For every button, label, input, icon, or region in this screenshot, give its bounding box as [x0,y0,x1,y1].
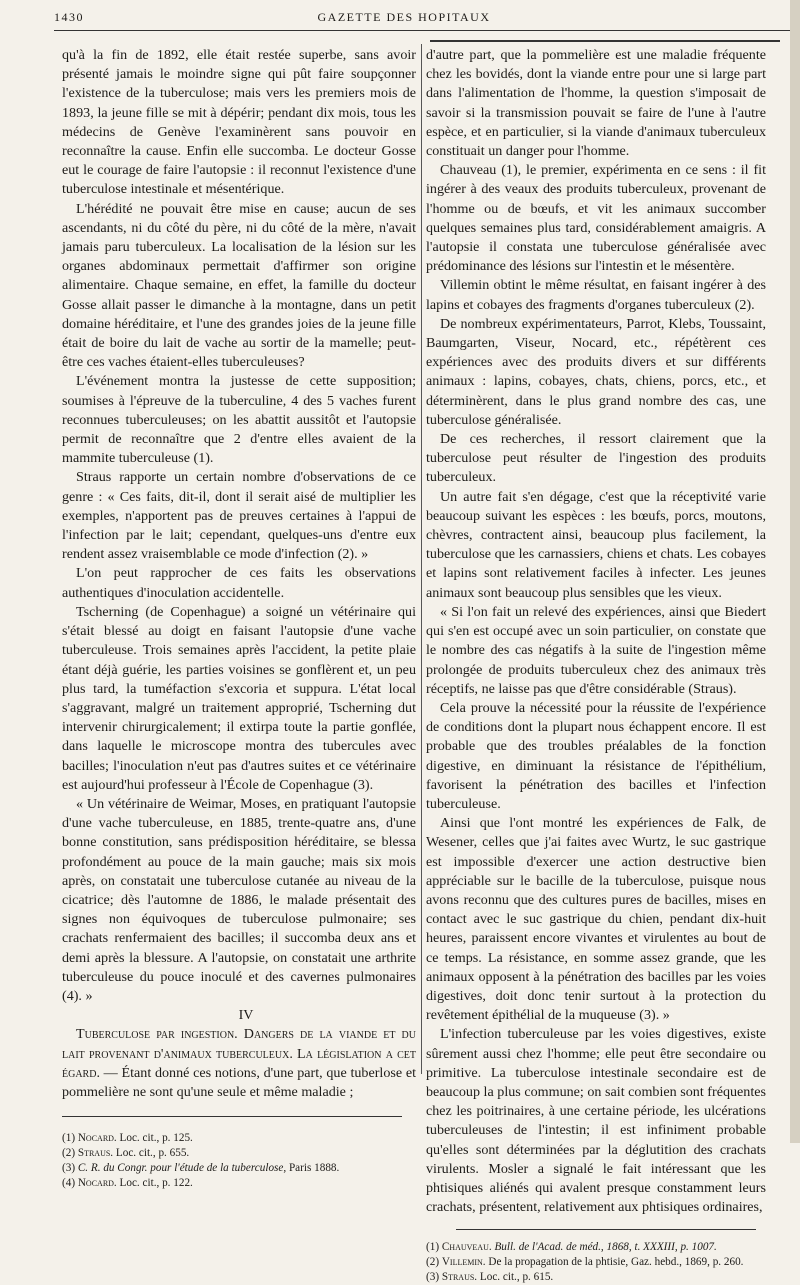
section-title: Tuberculose par ingestion. Dangers de la viande et du lait provenant d'animaux tuberculeux. La législation a cet égard. [62,1026,416,1081]
footnote: (3) C. R. du Congr. pour l'étude de la tuberculose, Paris 1888. [62,1162,340,1175]
page-number: 1430 [54,10,84,24]
paragraph: Un autre fait s'en dégage, c'est que la réceptivité varie beaucoup suivant les espèces : les bœufs, porcs, moutons, chèvres, contractent ainsi, beaucoup plus facilement, la tuberculose que les carnassiers, chiens et chats. Les cobayes et lapins sont relativement faciles à infecter. Les jeunes animaux sont beaucoup plus sensibles que les vieux. [426,488,766,601]
paragraph: qu'à la fin de 1892, elle était restée superbe, sans avoir présenté jamais le moindre signe qui pût faire soupçonner l'existence de la tuberculose; mais vers les premiers mois de 1893, la jeune fille se mit à dépérir; pendant dix mois, tous les médecins de Genève l'examinèrent sans pouvoir en reconnaître la cause. Enfin elle succomba. Le docteur Gosse eut le courage de faire l'autopsie : il reconnut l'existence d'une tuberculose intestinale et mésentérique. [62,47,416,198]
paragraph: L'on peut rapprocher de ces faits les observations authentiques d'inoculation accidentelle. [62,565,416,601]
footnote: (2) Villemin. De la propagation de la phtisie, Gaz. hebd., 1869, p. 260. [426,1256,744,1269]
footnotes [426,1240,766,1285]
paragraph: L'infection tuberculeuse par les voies digestives, existe sûrement aussi chez l'homme; elle peut être secondaire ou primitive. La tuberculose intestinale secondaire est de beaucoup la plus commune; on sait combien sont fréquentes chez les poitrinaires, à une certaine période, les ulcérations tuberculeuses de l'intestin; il est infiniment probable qu'elles sont déterminées par la déglutition des crachats virulents. Mosler a signalé le fait intéressant que les phtisiques aliénés qui avalent presque constamment leurs crachats, présentent, relativement aux phtisiques ordinaires, [426,1026,766,1216]
header-rule [54,30,794,31]
paragraph: L'hérédité ne pouvait être mise en cause; aucun de ses ascendants, ni du côté du père, ni du côté de la mère, n'avait jamais paru tuberculeux. La localisation de la lésion sur les organes abdominaux permettait d'affirmer son origine alimentaire. Chaque semaine, en effet, la famille du docteur Gosse allait passer le dimanche à la montagne, dans un petit domaine héréditaire, et l'une des grandes joies de la jeune fille était de boire du lait de vache au sortir de la mamelle; peut-être ces vaches étaient-elles tuberculeuses? [62,200,416,371]
running-head [54,10,754,30]
footnote-rule [456,1229,756,1230]
footnotes [62,1131,416,1191]
paragraph: d'autre part, que la pommelière est une maladie fréquente chez les bovidés, dont la viande entre pour une si large part dans l'alimentation de l'homme, la question s'imposait de savoir si la transmission pouvait se faire de l'une à l'autre espèce, et en particulier, si la viande d'animaux tuberculeux constituait un danger pour l'homme. [426,47,766,160]
page-edge [790,0,800,1143]
column-divider [421,44,422,1074]
footnote: (3) Straus. Loc. cit., p. 615. [426,1271,554,1284]
paragraph: Ainsi que l'ont montré les expériences de Falk, de Wesener, celles que j'ai faites avec Wurtz, le suc gastrique est impossible d'exercer une action destructive bien appréciable sur le bacille de la tuberculose, puisque nous avons reconnu que des cultures pures de bacilles, mises en contact avec le suc gastrique du chien, pendant dix-huit heures, paraissent encore vivantes et virulentes au bout de ce temps. La résistance, en somme assez grande, que les animaux opposent à la pénétration des bacilles par les voies digestives, doit donc tenir surtout à la protection du revêtement épithélial de la muqueuse (3). » [426,815,766,1024]
footnote-rule [62,1116,402,1117]
paragraph: « Un vétérinaire de Weimar, Moses, en pratiquant l'autopsie d'une vache tuberculeuse, en 1885, trente-quatre ans, d'une bonne constitution, sans prédisposition héréditaire, se blessa profondément au pouce de la main gauche; mais six mois après, on constatait une tuberculose cutanée au niveau de la cicatrice; dès l'automne de 1886, le malade présentait des signes non équivoques de tuberculose pulmonaire; ses crachats renfermaient des bacilles; il succomba deux ans et demi après la blessure. A l'autopsie, on constatait une arthrite tuberculeuse du pouce inoculé et des cavernes pulmonaires (4). » [62,795,416,1004]
right-column [426,46,766,1285]
section-text: — Étant donné ces notions, d'une part, que tuberlose et pommelière ne sont qu'une seule et même maladie ; [62,1064,416,1100]
paragraph: De nombreux expérimentateurs, Parrot, Klebs, Toussaint, Baumgarten, Viseur, Nocard, etc., répétèrent ces expériences avec des produits divers et sur différents animaux : lapins, cobayes, chats, chiens, porcs, etc., et déterminèrent, dans le plus grand nombre des cas, une tuberculose généralisée. [426,315,766,428]
paragraph: Chauveau (1), le premier, expérimenta en ce sens : il fit ingérer à des veaux des produits tuberculeux, provenant de l'homme ou de bœufs, et vit les animaux succomber quelques semaines plus tard, considérablement amaigris. A l'autopsie il constata une tuberculose généralisée avec prédominance des lésions sur l'intestin et le mésentère. [426,162,766,275]
footnote: (1) Chauveau. Bull. de l'Acad. de méd., 1868, t. XXXIII, p. 1007. [426,1241,717,1254]
paragraph: Tscherning (de Copenhague) a soigné un vétérinaire qui s'était blessé au doigt en faisant l'autopsie d'une vache tuberculeuse. Trois semaines après l'accident, la petite plaie étant déjà guérie, les parties voisines se gonflèrent et, un peu plus tard, la tuméfaction s'excoria et suppura. L'état local s'aggravant, malgré un traitement approprié, Tscherning dut intervenir chirurgicalement; il extirpa toute la partie gonflée, dans laquelle le microscope montra des tubercules avec bacilles; l'inoculation n'eut pas d'autres suites et ce vétérinaire est aujourd'hui professeur à l'École de Copenhague (3). [62,603,416,793]
paragraph: L'événement montra la justesse de cette supposition; soumises à l'épreuve de la tuberculine, 4 des 5 vaches furent reconnues tuberculeuses; on les abattit aussitôt et l'autopsie permit de reconnaître que 2 d'entre elles avaient de la mammite tuberculeuse (1). [62,373,416,467]
paragraph: De ces recherches, il ressort clairement que la tuberculose peut résulter de l'ingestion des produits tuberculeux. [426,431,766,486]
section-heading-paragraph [62,1025,416,1102]
header-rule-right [430,40,780,42]
paragraph: Villemin obtint le même résultat, en faisant ingérer à des lapins et cobayes des fragments d'organes tuberculeux (2). [426,277,766,313]
section-number: IV [238,1008,254,1024]
journal-title: GAZETTE DES HOPITAUX [317,10,491,24]
paragraph: Straus rapporte un certain nombre d'observations de ce genre : « Ces faits, dit-il, dont il serait aisé de multiplier les exemples, n'apportent pas de preuves certaines à l'appui de l'infection par le lait; cependant, quelques-uns d'entre eux rendent assez vraisemblable ce mode d'infection (2). » [62,469,416,563]
footnote: (2) Straus. Loc. cit., p. 655. [62,1147,190,1160]
paragraph: « Si l'on fait un relevé des expériences, ainsi que Biedert qui s'en est occupé avec un soin particulier, on constate que le nombre des cas négatifs à la suite de l'ingestion même prolongée de produits tuberculeux chez des animaux très réceptifs, ne laisse pas que d'être considérable (Straus). [426,603,766,697]
footnote: (4) Nocard. Loc. cit., p. 122. [62,1177,193,1190]
left-column [62,46,416,1191]
footnote: (1) Nocard. Loc. cit., p. 125. [62,1132,193,1145]
paragraph: Cela prouve la nécessité pour la réussite de l'expérience de conditions dont la plupart nous échappent encore. Il est probable que des troubles préalables de la fonction digestive, en diminuant la résistance de l'épithélium, favorisent la pénétration des bacilles et l'infection tuberculeuse. [426,699,766,812]
